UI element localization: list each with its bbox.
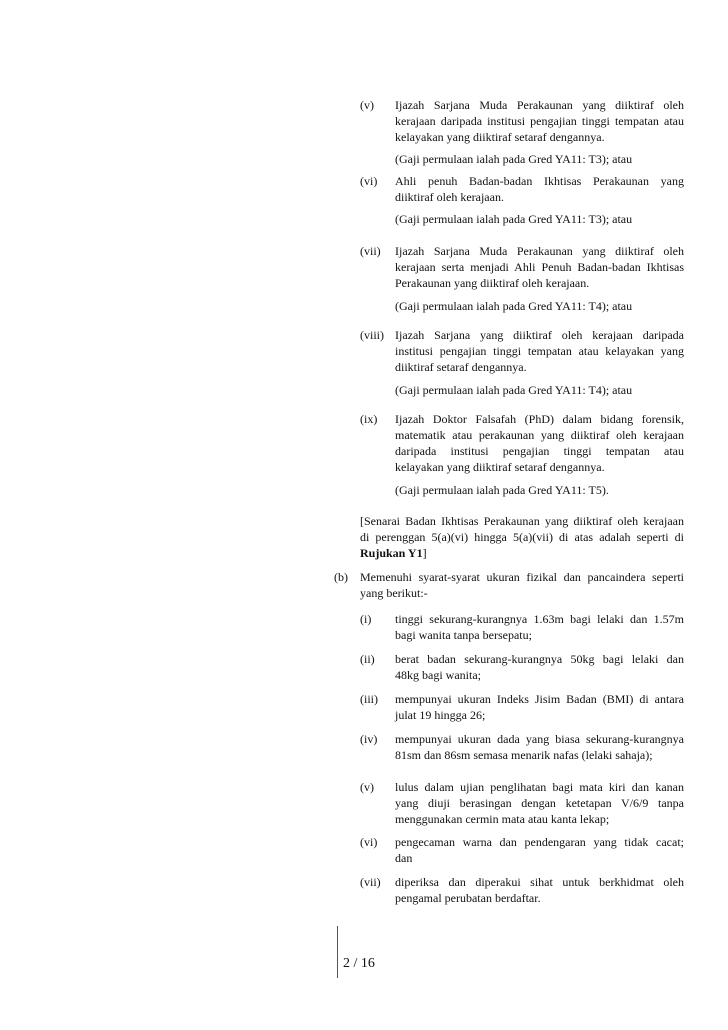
section-a-item-text [395, 411, 684, 475]
section-a-item-salary: (Gaji permulaan ialah pada Gred YA11: T3); atau [395, 212, 633, 226]
section-a-item-text [395, 327, 684, 375]
note-line-ref [360, 545, 684, 561]
section-b-item-text [395, 731, 684, 763]
section-b-item-line: dan [395, 851, 413, 865]
section-b-item-label: (i) [360, 612, 372, 626]
section-a-item-line: kelayakan yang diiktiraf setaraf dengannya. [395, 130, 605, 144]
footer-divider [337, 926, 338, 978]
section-b-item-line: pengamal perubatan berdaftar. [395, 891, 541, 905]
section-b-item-line: 48kg bagi wanita; [395, 668, 481, 682]
section-b-item-line: mempunyai ukuran Indeks Jisim Badan (BMI) di antara [395, 692, 684, 706]
section-b-item-line: tinggi sekurang-kurangnya 1.63m bagi lelaki dan 1.57m [395, 612, 684, 626]
section-b-item-label: (iii) [360, 692, 378, 706]
section-b-intro-line: Memenuhi syarat-syarat ukuran fizikal dan pancaindera seperti [360, 570, 684, 584]
section-b-item-line: lulus dalam ujian penglihatan bagi mata kiri dan kanan [395, 780, 684, 794]
section-b-intro [360, 569, 684, 601]
note-line: [Senarai Badan Ikhtisas Perakaunan yang diiktiraf oleh kerajaan [360, 514, 684, 528]
section-a-item-text [395, 97, 684, 145]
section-b-item-label: (iv) [360, 732, 378, 746]
section-b-item-text [395, 611, 684, 643]
section-a-item-label: (vii) [360, 244, 381, 258]
section-a-item-line: Ijazah Sarjana Muda Perakaunan yang diiktiraf oleh [395, 98, 684, 112]
note-line: di perenggan 5(a)(vi) hingga 5(a)(vii) di atas adalah seperti di [360, 530, 684, 544]
section-a-item-line: diiktiraf setaraf dengannya. [395, 360, 527, 374]
section-b-item-text [395, 691, 684, 723]
section-a-item-line: diiktiraf oleh kerajaan. [395, 190, 504, 204]
section-a-item-label: (ix) [360, 412, 378, 426]
section-a-item-line: Perakaunan yang diiktiraf oleh kerajaan. [395, 276, 590, 290]
note-paragraph [360, 513, 684, 561]
section-a-item-line: daripada institusi pengajian tinggi tempatan atau [395, 444, 684, 458]
section-a-item-line: Ijazah Sarjana Muda Perakaunan yang diiktiraf oleh [395, 244, 684, 258]
section-b-item-line: menggunakan cermin mata atau kanta lekap; [395, 812, 610, 826]
section-b-item-label: (ii) [360, 652, 375, 666]
section-a-item-salary: (Gaji permulaan ialah pada Gred YA11: T3); atau [395, 152, 633, 166]
section-b-item-text [395, 834, 684, 866]
section-a-item-line: kerajaan serta menjadi Ahli Penuh Badan-badan Ikhtisas [395, 260, 684, 274]
section-a-item-label: (viii) [360, 328, 384, 342]
section-b-item-text [395, 651, 684, 683]
section-b-item-line: mempunyai ukuran dada yang biasa sekurang-kurangnya [395, 732, 684, 746]
page-indicator: 2 / 16 [343, 956, 375, 971]
section-a-item-salary: (Gaji permulaan ialah pada Gred YA11: T4); atau [395, 383, 633, 397]
section-a-item-label: (v) [360, 98, 374, 112]
section-b-label: (b) [334, 570, 348, 584]
section-b-item-line: diperiksa dan diperakui sihat untuk berkhidmat oleh [395, 875, 684, 889]
section-b-item-line: julat 19 hingga 26; [395, 708, 486, 722]
section-b-item-line: bagi wanita tanpa bersepatu; [395, 628, 532, 642]
section-b-item-line: yang diuji berasingan dengan ketetapan V/6/9 tanpa [395, 796, 684, 810]
section-a-item-line: Ahli penuh Badan-badan Ikhtisas Perakaunan yang [395, 174, 684, 188]
section-a-item-line: kelayakan yang diiktiraf setaraf dengannya. [395, 460, 605, 474]
section-b-item-label: (v) [360, 780, 374, 794]
section-b-item-text [395, 874, 684, 906]
section-a-item-line: matematik atau perakaunan yang diiktiraf oleh kerajaan [395, 428, 684, 442]
section-a-item-line: Ijazah Sarjana yang diiktiraf oleh kerajaan daripada [395, 328, 684, 342]
section-a-item-line: Ijazah Doktor Falsafah (PhD) dalam bidang forensik, [395, 412, 684, 426]
section-a-item-line: kerajaan daripada institusi pengajian tinggi tempatan atau [395, 114, 684, 128]
note-reference-close: ] [422, 546, 427, 560]
section-b-intro-line: yang berikut:- [360, 586, 428, 600]
section-b-item-text [395, 779, 684, 827]
section-a-item-text [395, 243, 684, 291]
section-b-item-line: berat badan sekurang-kurangnya 50kg bagi lelaki dan [395, 652, 684, 666]
section-a-item-label: (vi) [360, 174, 378, 188]
note-reference: Rujukan Y1 [360, 546, 423, 560]
section-a-item-salary: (Gaji permulaan ialah pada Gred YA11: T4); atau [395, 299, 633, 313]
section-b-item-line: pengecaman warna dan pendengaran yang tidak cacat; [395, 835, 684, 849]
section-a-item-text [395, 173, 684, 205]
section-a-item-line: institusi pengajian tinggi tempatan atau kelayakan yang [395, 344, 684, 358]
section-a-item-salary: (Gaji permulaan ialah pada Gred YA11: T5). [395, 483, 609, 497]
section-b-item-label: (vii) [360, 875, 381, 889]
section-b-item-label: (vi) [360, 835, 378, 849]
section-b-item-line: 81sm dan 86sm semasa menarik nafas (lelaki sahaja); [395, 748, 653, 762]
